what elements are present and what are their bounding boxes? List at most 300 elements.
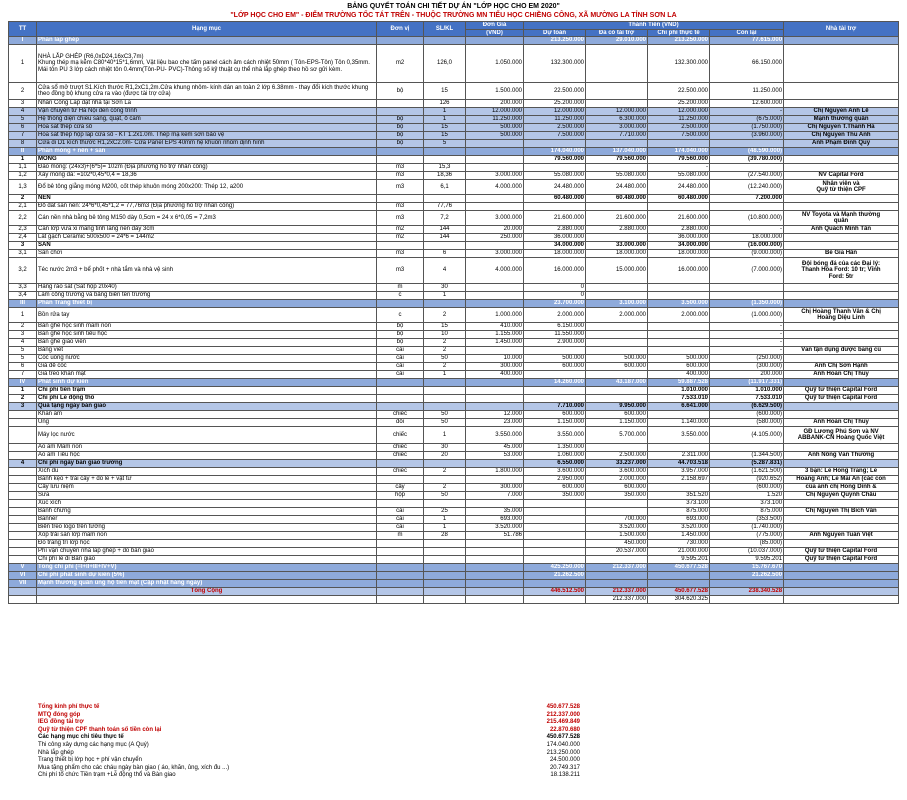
cell-remaining: (5.287.831): [710, 460, 784, 468]
cell-price: 1.155.000: [466, 331, 524, 339]
cell-qty: [424, 500, 466, 508]
cell-sponsored: [586, 284, 648, 292]
cell-item: Chi phí phát sinh dự kiến (5%): [37, 572, 377, 580]
summary-label: Các hạng mục chi tiêu thực tế: [38, 734, 124, 741]
table-row: [9, 124, 899, 132]
table-row: [9, 371, 899, 379]
summary-label: IEG đồng tài trợ: [38, 719, 84, 726]
cell-sponsored: 2.880.000: [586, 226, 648, 234]
cell-tt: 3: [9, 100, 37, 108]
cell-estimate: 7.710.000: [524, 403, 586, 411]
cell-qty: 1: [424, 108, 466, 116]
cell-unit: [377, 403, 424, 411]
cell-tt: [9, 411, 37, 419]
cell-tt: VI: [9, 572, 37, 580]
cell-tt: 1,1: [9, 164, 37, 172]
header-price: Đơn Giá: [466, 22, 524, 30]
cell-estimate: 18.000.000: [524, 250, 586, 258]
cell-item: Cán nền nhà bằng bê tông M150 dày 0,5cm = 24 x 6*0,05 = 7,2m3: [37, 211, 377, 226]
cell-sponsor: [784, 37, 899, 45]
cell-remaining: [710, 444, 784, 452]
table-row: [9, 419, 899, 427]
cell-unit: cái: [377, 508, 424, 516]
cell-sponsored: 450.000: [586, 540, 648, 548]
cell-sponsored: [586, 339, 648, 347]
cell-tt: [9, 548, 37, 556]
cell-estimate: [524, 387, 586, 395]
header-qty: SL/KL: [424, 22, 466, 37]
cell-qty: 50: [424, 492, 466, 500]
cell-unit: [377, 37, 424, 45]
cell-tt: 3,2: [9, 258, 37, 284]
cell-sponsored: [586, 140, 648, 148]
cell-sponsor: của anh chị Hong Dinh &: [784, 484, 899, 492]
cell-sponsored: 600.000: [586, 363, 648, 371]
cell-estimate: [524, 556, 586, 564]
summary-value: 212.337.000: [546, 711, 580, 718]
summary-label: Trang thiết bị lớp học + phí vận chuyển: [38, 757, 142, 764]
table-row: [9, 572, 899, 580]
summary-value: 450.677.528: [546, 704, 580, 710]
cell-estimate: [524, 548, 586, 556]
cell-remaining: (10.800.000): [710, 211, 784, 226]
table-row: [9, 226, 899, 234]
table-row: [9, 452, 899, 460]
cell-price: 7.000: [466, 492, 524, 500]
cell-tt: [9, 492, 37, 500]
cell-unit: cái: [377, 524, 424, 532]
cell-item: Cốc uống nước: [37, 355, 377, 363]
header-sponsored: Đã có tài trợ: [586, 29, 648, 37]
cell-actual: 373.100: [648, 500, 710, 508]
cell-sponsored: [586, 83, 648, 100]
cell-unit: bộ: [377, 339, 424, 347]
cell-price: 3.520.000: [466, 524, 524, 532]
cell-sponsor: Nhân viên và Quỹ từ thiện CPF: [784, 180, 899, 195]
cell-price: [466, 140, 524, 148]
summary-block: [38, 704, 638, 780]
cell-remaining: 1.520: [710, 492, 784, 500]
cell-remaining: 12.600.000: [710, 100, 784, 108]
cell-item: Phí vận chuyển nhà lắp ghép + đồ bàn giao: [37, 548, 377, 556]
cell-sponsored: 1.150.000: [586, 419, 648, 427]
cell-qty: 6,1: [424, 180, 466, 195]
cell-sponsored: [586, 164, 648, 172]
cell-sponsor: [784, 331, 899, 339]
cell-price: 410.000: [466, 323, 524, 331]
summary-value: 174.040.000: [546, 741, 580, 748]
cell-unit: [377, 596, 424, 604]
cell-actual: 55.080.000: [648, 172, 710, 180]
cell-estimate: 174.040.000: [524, 148, 586, 156]
cell-unit: [377, 476, 424, 484]
cell-sponsored: 9.950.000: [586, 403, 648, 411]
cell-unit: bộ: [377, 331, 424, 339]
cell-qty: 20: [424, 452, 466, 460]
cell-tt: [9, 516, 37, 524]
cell-sponsored: [586, 203, 648, 211]
cell-estimate: 132.300.000: [524, 45, 586, 83]
table-row: [9, 379, 899, 387]
cell-item: Quà tặng ngày bàn giao: [37, 403, 377, 411]
cell-sponsored: [586, 580, 648, 588]
cell-qty: [424, 195, 466, 203]
cell-qty: 15: [424, 124, 466, 132]
cell-tt: 3,3: [9, 284, 37, 292]
cell-item: Bảng viết: [37, 347, 377, 355]
cell-remaining: (250.000): [710, 355, 784, 363]
cell-price: [466, 476, 524, 484]
cell-estimate: 11.550.000: [524, 331, 586, 339]
cell-tt: [9, 419, 37, 427]
cell-sponsored: 60.480.000: [586, 195, 648, 203]
cell-item: Hàng rào sắt (Sắt hộp 20x40): [37, 284, 377, 292]
cell-item: Đào móng: (24x3)+(6*5)= 102m (Địa phương hỗ trợ nhân công): [37, 164, 377, 172]
cell-item: Cây lưu niệm: [37, 484, 377, 492]
cell-unit: m3: [377, 172, 424, 180]
cell-sponsor: Đội bóng đá của các Đại lý: Thanh Hóa Ford: 10 tr; Vĩnh Ford: 5tr: [784, 258, 899, 284]
cell-remaining: (353.500): [710, 516, 784, 524]
table-row: [9, 411, 899, 419]
cell-actual: 450.677.528: [648, 564, 710, 572]
cell-qty: 1: [424, 524, 466, 532]
cell-sponsor: [784, 403, 899, 411]
cell-actual: 7.533.010: [648, 395, 710, 403]
cell-qty: 77,76: [424, 203, 466, 211]
cell-sponsored: 2.500.000: [586, 452, 648, 460]
cell-tt: 3,4: [9, 292, 37, 300]
cell-remaining: 15.767.670: [710, 564, 784, 572]
cell-actual: 600.000: [648, 363, 710, 371]
cell-actual: 21.000.000: [648, 548, 710, 556]
table-row: [9, 468, 899, 476]
cell-sponsor: [784, 596, 899, 604]
header-item: Hạng mục: [37, 22, 377, 37]
cell-estimate: 6.550.000: [524, 460, 586, 468]
cell-remaining: (7.000.000): [710, 258, 784, 284]
cell-unit: cái: [377, 355, 424, 363]
cell-sponsor: [784, 83, 899, 100]
cell-estimate: 34.000.000: [524, 242, 586, 250]
cell-sponsored: 212.337.000: [586, 596, 648, 604]
cell-price: [466, 395, 524, 403]
cell-estimate: [524, 140, 586, 148]
cell-actual: 2.880.000: [648, 226, 710, 234]
cell-sponsored: [586, 444, 648, 452]
cell-price: 45.000: [466, 444, 524, 452]
cell-sponsored: 15.000.000: [586, 258, 648, 284]
cell-tt: 3: [9, 242, 37, 250]
cell-estimate: [524, 540, 586, 548]
header-tt: TT: [9, 22, 37, 37]
cell-price: [466, 195, 524, 203]
cell-sponsor: Hoang Anh; Le Mai An (các con: [784, 476, 899, 484]
cell-remaining: (1.344.500): [710, 452, 784, 460]
cell-actual: 59.887.528: [648, 379, 710, 387]
summary-label: MTQ đóng góp: [38, 711, 81, 718]
cell-remaining: (600.000): [710, 484, 784, 492]
cell-price: [466, 556, 524, 564]
table-row: [9, 355, 899, 363]
table-row: [9, 250, 899, 258]
cell-estimate: 425.250.000: [524, 564, 586, 572]
table-row: [9, 83, 899, 100]
cell-unit: [377, 540, 424, 548]
cell-sponsored: 212.337.000: [586, 564, 648, 572]
table-row: [9, 116, 899, 124]
cell-tt: [9, 588, 37, 596]
cell-tt: 1: [9, 45, 37, 83]
table-row: [9, 37, 899, 45]
cell-item: [37, 596, 377, 604]
cell-price: 53.000: [466, 452, 524, 460]
cell-item: Chi phí Lễ động thổ: [37, 395, 377, 403]
summary-row: [38, 719, 638, 727]
cell-actual: [648, 292, 710, 300]
cell-qty: 10: [424, 331, 466, 339]
cell-sponsor: NV Capital Ford: [784, 172, 899, 180]
cell-sponsor: [784, 516, 899, 524]
cell-price: 400.000: [466, 371, 524, 379]
table-row: [9, 596, 899, 604]
cell-item: Phần móng + nền + sàn: [37, 148, 377, 156]
cell-item: Giá treo khăn mặt: [37, 371, 377, 379]
cell-sponsored: 3.100.000: [586, 300, 648, 308]
cell-sponsor: [784, 203, 899, 211]
cell-tt: 1: [9, 387, 37, 395]
cell-tt: 1,3: [9, 180, 37, 195]
cell-qty: [424, 588, 466, 596]
cell-estimate: [524, 347, 586, 355]
cell-tt: 1,2: [9, 172, 37, 180]
cell-qty: [424, 540, 466, 548]
cell-price: [466, 284, 524, 292]
cell-remaining: (3.960.000): [710, 132, 784, 140]
cell-sponsor: Anh Nông Văn Thương: [784, 452, 899, 460]
cell-sponsored: 137.040.000: [586, 148, 648, 156]
table-row: [9, 540, 899, 548]
cell-remaining: [710, 292, 784, 300]
cell-price: 693.000: [466, 516, 524, 524]
cell-remaining: (300.000): [710, 363, 784, 371]
cell-actual: [648, 140, 710, 148]
table-row: [9, 108, 899, 116]
cell-sponsored: 55.080.000: [586, 172, 648, 180]
cell-price: 250.000: [466, 234, 524, 242]
cell-unit: cái: [377, 363, 424, 371]
cell-item: Đồ trang trí lớp học: [37, 540, 377, 548]
cell-remaining: 200.000: [710, 371, 784, 379]
cell-tt: 2,4: [9, 234, 37, 242]
cell-unit: [377, 300, 424, 308]
cell-actual: [648, 203, 710, 211]
cell-estimate: 2.880.000: [524, 226, 586, 234]
cell-sponsored: 5.700.000: [586, 427, 648, 444]
cell-remaining: (675.000): [710, 116, 784, 124]
cell-remaining: -: [710, 226, 784, 234]
cell-actual: [648, 580, 710, 588]
cell-unit: [377, 460, 424, 468]
cell-unit: [377, 108, 424, 116]
cell-item: Đổ đất san nền: 24*6*0,45*1,2 = 77,76m3 (Địa phương hỗ trợ nhân công): [37, 203, 377, 211]
table-row: [9, 148, 899, 156]
cell-tt: [9, 596, 37, 604]
cell-unit: [377, 156, 424, 164]
cell-qty: 15: [424, 132, 466, 140]
cell-sponsored: [586, 100, 648, 108]
cell-unit: m: [377, 284, 424, 292]
cell-price: 3.000.000: [466, 211, 524, 226]
cell-actual: [648, 339, 710, 347]
cell-actual: 500.000: [648, 355, 710, 363]
cell-unit: bộ: [377, 124, 424, 132]
cell-price: [466, 403, 524, 411]
cell-estimate: [524, 395, 586, 403]
summary-value: 24.500.000: [549, 757, 580, 764]
cell-estimate: 22.500.000: [524, 83, 586, 100]
cell-remaining: (4.105.000): [710, 427, 784, 444]
cell-unit: bộ: [377, 83, 424, 100]
cell-estimate: [524, 596, 586, 604]
cell-remaining: (48.590.000): [710, 148, 784, 156]
cell-qty: [424, 403, 466, 411]
cell-price: [466, 460, 524, 468]
table-row: [9, 508, 899, 516]
cell-unit: cái: [377, 347, 424, 355]
cell-price: 1.800.000: [466, 468, 524, 476]
cell-unit: [377, 395, 424, 403]
cell-tt: 5: [9, 347, 37, 355]
table-row: [9, 387, 899, 395]
cell-unit: m3: [377, 211, 424, 226]
summary-label: Chi phí tổ chức Tiền trạm +Lễ động thổ và Bàn giao: [38, 772, 176, 779]
table-row: [9, 172, 899, 180]
cell-tt: [9, 452, 37, 460]
cell-unit: [377, 500, 424, 508]
cell-estimate: 600.000: [524, 411, 586, 419]
cell-actual: 304.620.325: [648, 596, 710, 604]
cell-item: Cán lớp vữa xi măng tinh láng nền dày 3cm: [37, 226, 377, 234]
table-row: [9, 203, 899, 211]
cell-unit: m2: [377, 226, 424, 234]
cell-unit: [377, 242, 424, 250]
table-row: [9, 323, 899, 331]
cell-estimate: [524, 516, 586, 524]
cell-estimate: 12.000.000: [524, 108, 586, 116]
cell-price: [466, 580, 524, 588]
cell-item: SÂN: [37, 242, 377, 250]
cell-price: [466, 37, 524, 45]
cell-price: 35.000: [466, 508, 524, 516]
cell-qty: 2: [424, 484, 466, 492]
table-row: [9, 492, 899, 500]
cell-actual: [648, 484, 710, 492]
cell-price: [466, 540, 524, 548]
cell-item: Bánh chưng: [37, 508, 377, 516]
cell-qty: 6: [424, 250, 466, 258]
cell-remaining: [710, 203, 784, 211]
cell-price: [466, 572, 524, 580]
summary-row: [38, 727, 638, 735]
cell-sponsored: [586, 234, 648, 242]
cell-price: [466, 156, 524, 164]
table-row: [9, 258, 899, 284]
cell-tt: IV: [9, 379, 37, 387]
cell-sponsored: 212.337.000: [586, 588, 648, 596]
cell-estimate: 55.080.000: [524, 172, 586, 180]
cell-actual: 60.480.000: [648, 195, 710, 203]
cell-tt: 2: [9, 395, 37, 403]
cell-actual: [648, 347, 710, 355]
cell-actual: 450.677.528: [648, 588, 710, 596]
cell-sponsored: [586, 572, 648, 580]
cell-qty: 144: [424, 234, 466, 242]
cell-tt: 1: [9, 156, 37, 164]
summary-row: [38, 734, 638, 742]
summary-label: Thi công xây dựng các hạng mục (A Quý): [38, 741, 149, 748]
cell-actual: 400.000: [648, 371, 710, 379]
summary-label: Mua tặng phẩm cho các cháu ngày bàn giao ( áo, khăn, ủng, xích đu ...): [38, 764, 230, 771]
cell-item: Bồn rửa tay: [37, 308, 377, 323]
cell-item: Chi phí lễ đi Bàn giao: [37, 556, 377, 564]
cell-estimate: 16.000.000: [524, 258, 586, 284]
cell-price: [466, 347, 524, 355]
cell-qty: 50: [424, 355, 466, 363]
cell-tt: 7: [9, 132, 37, 140]
cell-tt: 3: [9, 331, 37, 339]
table-row: [9, 292, 899, 300]
cell-qty: 15: [424, 83, 466, 100]
header-actual: Chi phí thực tế: [648, 29, 710, 37]
cell-sponsor: [784, 242, 899, 250]
cell-estimate: 2.950.000: [524, 476, 586, 484]
cell-unit: bộ: [377, 132, 424, 140]
cell-sponsored: [586, 323, 648, 331]
cell-tt: 5: [9, 355, 37, 363]
cell-sponsored: 700.000: [586, 516, 648, 524]
cell-tt: 2: [9, 323, 37, 331]
cell-price: [466, 588, 524, 596]
cell-remaining: -: [710, 108, 784, 116]
cell-price: 500.000: [466, 124, 524, 132]
cell-qty: 1: [424, 516, 466, 524]
cell-actual: 2.500.000: [648, 124, 710, 132]
table-row: [9, 476, 899, 484]
cell-remaining: 1.010.000: [710, 387, 784, 395]
cell-sponsor: Quỹ từ thiện Capital Ford: [784, 387, 899, 395]
cell-item: Biển treo logo trên tường: [37, 524, 377, 532]
cell-qty: 50: [424, 411, 466, 419]
header-money: Thành Tiền (VND): [524, 22, 784, 30]
cell-unit: [377, 580, 424, 588]
cell-tt: 5: [9, 116, 37, 124]
cell-sponsored: 2.000.000: [586, 476, 648, 484]
cell-tt: III: [9, 300, 37, 308]
cell-sponsor: Bé Gia Hân: [784, 250, 899, 258]
cell-tt: 2: [9, 195, 37, 203]
cell-remaining: (1.740.000): [710, 524, 784, 532]
cell-unit: m3: [377, 164, 424, 172]
cell-qty: [424, 476, 466, 484]
cell-unit: bộ: [377, 323, 424, 331]
cell-tt: [9, 484, 37, 492]
cell-remaining: [710, 596, 784, 604]
cell-tt: 7: [9, 371, 37, 379]
cell-actual: 2.000.000: [648, 308, 710, 323]
table-row: [9, 564, 899, 572]
cell-actual: 11.250.000: [648, 116, 710, 124]
cell-price: 1.050.000: [466, 45, 524, 83]
